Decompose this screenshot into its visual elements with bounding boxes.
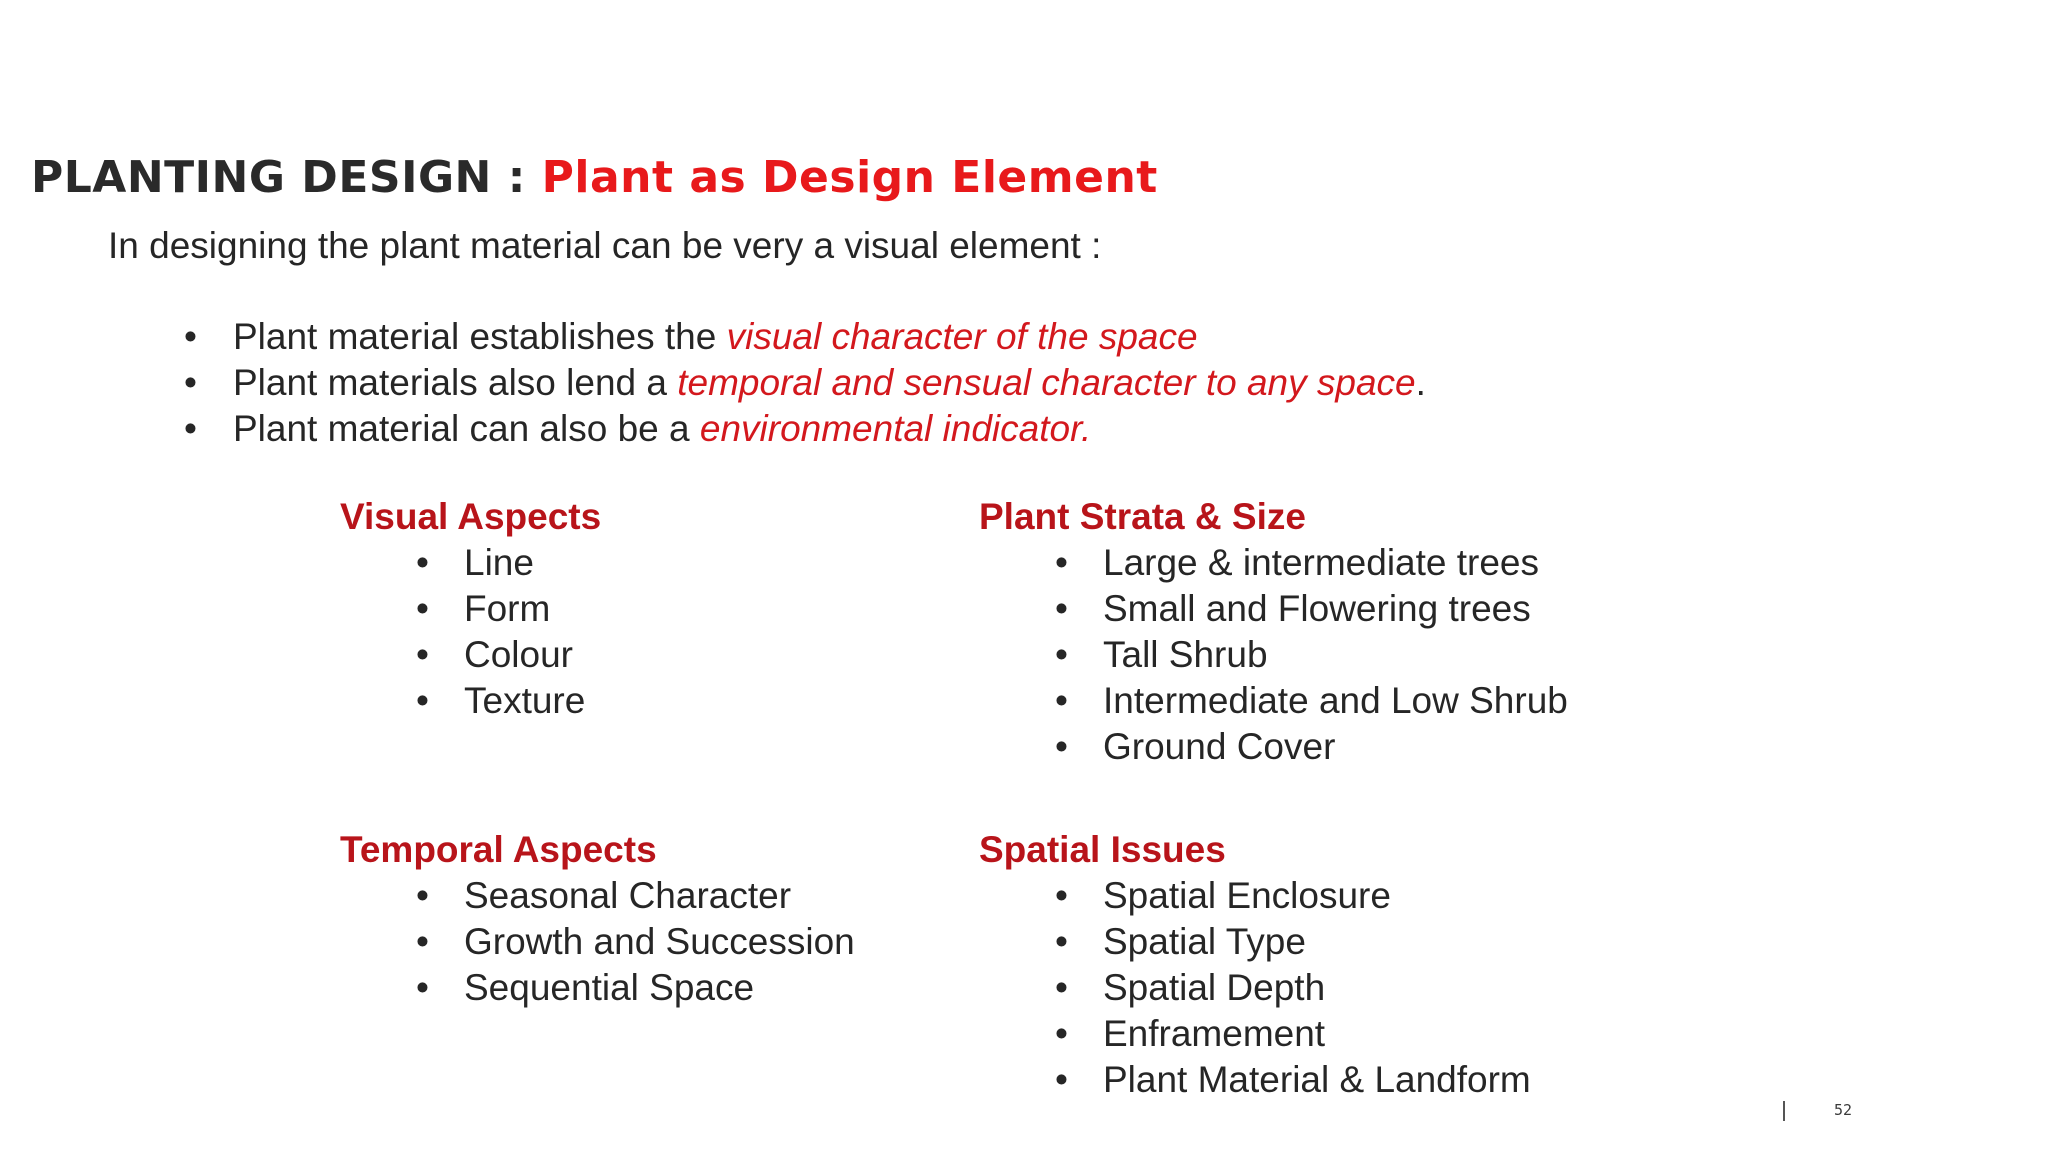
- list-item: [1055, 724, 1568, 770]
- title-subtitle: Plant as Design Element: [541, 152, 1158, 203]
- bullet-icon: •: [184, 408, 197, 449]
- title-main: PLANTING DESIGN: [31, 152, 492, 203]
- list-item: [1055, 1011, 1531, 1057]
- bullet-prefix: Plant material establishes the: [233, 316, 727, 357]
- list-item-text: Small and Flowering trees: [1103, 588, 1531, 629]
- section-visual-aspects: [340, 494, 601, 724]
- list-item-text: Seasonal Character: [464, 875, 792, 916]
- list-item: [416, 540, 601, 586]
- list-item-text: Spatial Type: [1103, 921, 1306, 962]
- bullet-highlight: temporal and sensual character to any space: [677, 362, 1416, 403]
- list-item: [1055, 965, 1531, 1011]
- section-temporal-aspects: [340, 827, 855, 1011]
- bullet-icon: •: [1055, 588, 1068, 629]
- section-list: [340, 873, 855, 1011]
- bullet-suffix: .: [1415, 362, 1426, 403]
- list-item-text: Spatial Enclosure: [1103, 875, 1391, 916]
- bullet-icon: •: [184, 362, 197, 403]
- section-list: [979, 540, 1568, 770]
- main-bullet-list: [184, 314, 1426, 452]
- list-item: [416, 632, 601, 678]
- list-item-text: Large & intermediate trees: [1103, 542, 1540, 583]
- list-item-text: Ground Cover: [1103, 726, 1336, 767]
- bullet-icon: •: [416, 967, 429, 1008]
- list-item: [1055, 1057, 1531, 1103]
- bullet-icon: •: [416, 921, 429, 962]
- list-item: [416, 965, 855, 1011]
- list-item: [416, 678, 601, 724]
- list-item: [1055, 632, 1568, 678]
- bullet-icon: •: [1055, 967, 1068, 1008]
- list-item-text: Intermediate and Low Shrub: [1103, 680, 1568, 721]
- title-separator: :: [491, 152, 542, 203]
- bullet-icon: •: [184, 316, 197, 357]
- list-item-text: Tall Shrub: [1103, 634, 1268, 675]
- section-heading: Plant Strata & Size: [979, 496, 1306, 537]
- section-list: [979, 873, 1531, 1103]
- list-item: [1055, 919, 1531, 965]
- bullet-prefix: Plant material can also be a: [233, 408, 700, 449]
- bullet-icon: •: [416, 542, 429, 583]
- bullet-icon: •: [1055, 1013, 1068, 1054]
- bullet-icon: •: [416, 634, 429, 675]
- section-list: [340, 540, 601, 724]
- bullet-icon: •: [416, 588, 429, 629]
- list-item-text: Plant Material & Landform: [1103, 1059, 1531, 1100]
- bullet-prefix: Plant materials also lend a: [233, 362, 678, 403]
- bullet-icon: •: [1055, 921, 1068, 962]
- list-item: [1055, 873, 1531, 919]
- main-bullet-item: [184, 406, 1426, 452]
- bullet-icon: •: [1055, 875, 1068, 916]
- list-item-text: Spatial Depth: [1103, 967, 1326, 1008]
- bullet-highlight: visual character of the space: [726, 316, 1198, 357]
- list-item-text: Form: [464, 588, 551, 629]
- list-item-text: Colour: [464, 634, 573, 675]
- list-item-text: Line: [464, 542, 534, 583]
- list-item: [1055, 540, 1568, 586]
- intro-text: In designing the plant material can be very a visual element :: [108, 225, 1102, 266]
- bullet-icon: •: [1055, 542, 1068, 583]
- list-item: [1055, 678, 1568, 724]
- list-item: [416, 873, 855, 919]
- main-bullet-item: [184, 314, 1426, 360]
- bullet-icon: •: [1055, 680, 1068, 721]
- list-item: [416, 919, 855, 965]
- bullet-highlight: environmental indicator.: [699, 408, 1092, 449]
- main-bullet-item: [184, 360, 1426, 406]
- list-item-text: Sequential Space: [464, 967, 755, 1008]
- bullet-icon: •: [1055, 726, 1068, 767]
- bullet-icon: •: [416, 875, 429, 916]
- section-plant-strata: [979, 494, 1568, 770]
- list-item: [416, 586, 601, 632]
- section-spatial-issues: [979, 827, 1531, 1103]
- section-heading: Temporal Aspects: [340, 829, 657, 870]
- section-heading: Visual Aspects: [340, 496, 602, 537]
- page-number: 52: [1834, 1101, 1853, 1119]
- list-item-text: Growth and Succession: [464, 921, 855, 962]
- bullet-icon: •: [1055, 1059, 1068, 1100]
- bullet-icon: •: [416, 680, 429, 721]
- list-item-text: Texture: [464, 680, 586, 721]
- footer-divider: [1783, 1101, 1785, 1121]
- bullet-icon: •: [1055, 634, 1068, 675]
- section-heading: Spatial Issues: [979, 829, 1226, 870]
- list-item: [1055, 586, 1568, 632]
- slide-title: [31, 148, 1158, 208]
- list-item-text: Enframement: [1103, 1013, 1326, 1054]
